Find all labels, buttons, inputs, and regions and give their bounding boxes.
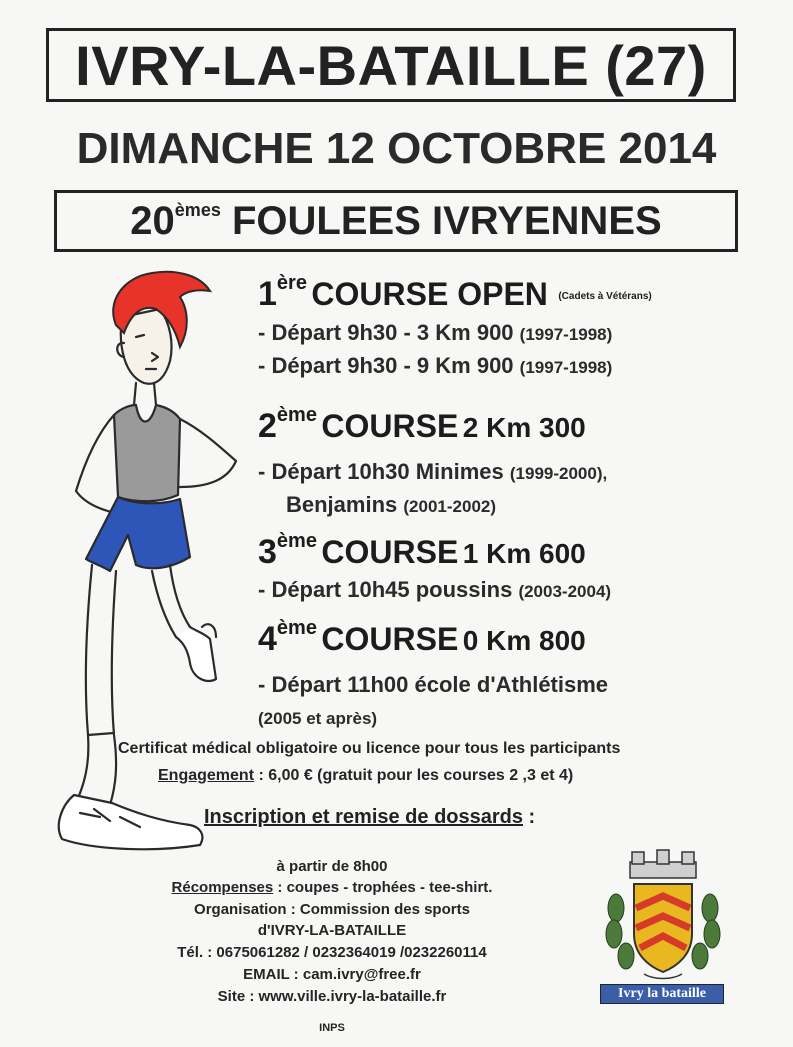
coat-of-arms-icon xyxy=(604,848,722,984)
title-box xyxy=(46,28,736,102)
organisation-line-1: Organisation : Commission des sports xyxy=(194,901,470,918)
course-2-line-2: Benjamins (2001-2002) xyxy=(286,492,497,517)
event-name xyxy=(130,199,661,244)
edition-number: 20 xyxy=(130,198,175,243)
inscription-heading: Inscription et remise de dossards : xyxy=(204,806,536,828)
course-1-line-1: - Départ 9h30 - 3 Km 900 (1997-1998) xyxy=(258,320,613,345)
engagement-value: : 6,00 € (gratuit pour les courses 2 ,3 et 4) xyxy=(254,767,574,784)
course-2-distance: 2 Km 300 xyxy=(462,412,586,443)
event-title: FOULEES IVRYENNES xyxy=(231,198,662,243)
course-3-line-1: - Départ 10h45 poussins (2003-2004) xyxy=(258,577,612,602)
printer-mark: INPS xyxy=(319,1022,345,1034)
event-date: DIMANCHE 12 OCTOBRE 2014 xyxy=(76,124,717,173)
course-4-heading: 4ème COURSE 0 Km 800 xyxy=(258,617,586,658)
course-1-heading: 1ère COURSE OPEN $^{(Cadets à Vétérans)}$ xyxy=(258,272,652,313)
course-1-line-2: - Départ 9h30 - 9 Km 900 (1997-1998) xyxy=(258,353,613,378)
event-name-box xyxy=(54,190,738,252)
edition-suffix: èmes xyxy=(174,199,221,220)
email-line: EMAIL : cam.ivry@free.fr xyxy=(243,966,421,983)
course-4-line-1: - Départ 11h00 école d'Athlétisme xyxy=(258,672,609,697)
crest-label: Ivry la bataille xyxy=(600,984,724,1004)
engagement-line xyxy=(158,767,573,785)
course-2-heading: 2ème COURSE 2 Km 300 xyxy=(258,404,586,445)
course-3-heading: 3ème COURSE 1 Km 600 xyxy=(258,530,586,571)
organisation-line-2: d'IVRY-LA-BATAILLE xyxy=(257,922,407,939)
certificate-note: Certificat médical obligatoire ou licence pour tous les participants xyxy=(118,740,621,757)
course-3-distance: 1 Km 600 xyxy=(462,538,586,569)
rewards-line: Récompenses : coupes - trophées - tee-shirt. xyxy=(171,879,493,896)
course-4-distance: 0 Km 800 xyxy=(462,625,586,656)
course-1-note: (Cadets à Vétérans) xyxy=(558,291,652,302)
engagement-label: Engagement xyxy=(158,767,255,784)
town-title: IVRY-LA-BATAILLE (27) xyxy=(75,33,707,97)
course-2-line-1: - Départ 10h30 Minimes (1999-2000), xyxy=(258,459,608,484)
course-4-line-2: (2005 et après) xyxy=(258,709,378,728)
site-line: Site : www.ville.ivry-la-bataille.fr xyxy=(217,988,447,1005)
from-time: à partir de 8h00 xyxy=(276,858,388,875)
phone-line: Tél. : 0675061282 / 0232364019 /0232260114 xyxy=(177,944,487,961)
